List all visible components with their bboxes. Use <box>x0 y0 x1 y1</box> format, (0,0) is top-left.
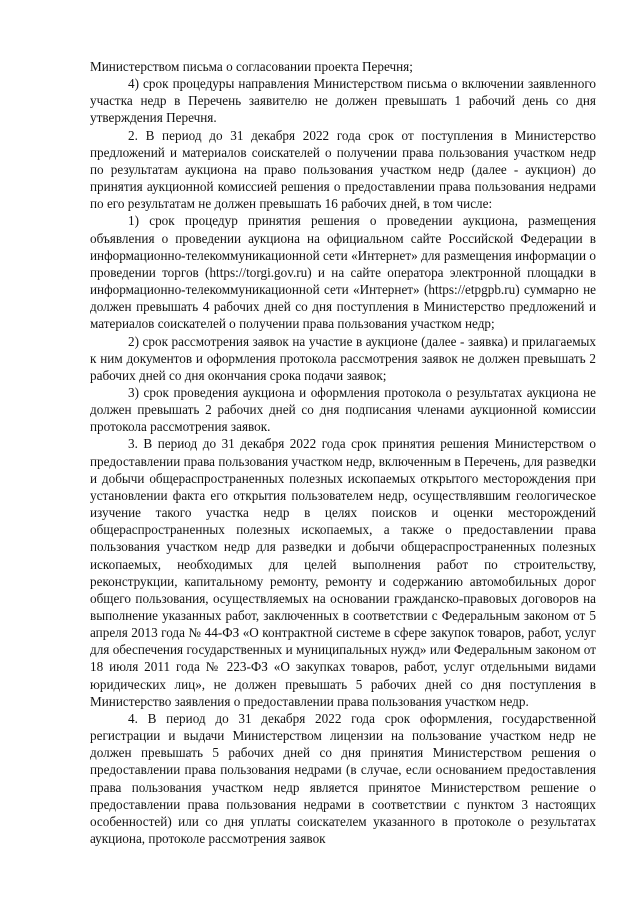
paragraph-section-2: 2. В период до 31 декабря 2022 года срок от поступления в Министерство предложений и материалов соискателей о получении права пользования участком недр по результатам аукциона на право пользования участком недр (далее - аукцион) до принятия аукционной комиссией решения о предоставлении права пользования недрами по его результатам не должен превышать 16 рабочих дней, в том числе: <box>90 127 596 212</box>
paragraph-item-3: 3) срок проведения аукциона и оформления протокола о результатах аукциона не должен превышать 2 рабочих дней со дня подписания членами аукционной комиссии протокола рассмотрения заявок. <box>90 384 596 435</box>
paragraph-item-4: 4) срок процедуры направления Министерством письма о включении заявленного участка недр в Перечень заявителю не должен превышать 1 рабочий день со дня утверждения Перечня. <box>90 76 596 126</box>
paragraph-item-2: 2) срок рассмотрения заявок на участие в аукционе (далее - заявка) и прилагаемых к ним документов и оформления протокола рассмотрения заявок не должен превышать 2 рабочих дней со дня окончания срока подачи заявок; <box>90 333 596 383</box>
paragraph-item-1: 1) срок процедур принятия решения о проведении аукциона, размещения объявления о проведении аукциона на официальном сайте Российской Федерации в информационно-телекоммуникационной сети «Интернет» для размещения информации о проведении торгов (https://torgi.gov.ru) и на сайте оператора электронной площадки в информационно-телекоммуникационной сети «Интернет» (https://etpgpb.ru) суммарно не должен превышать 4 рабочих дней со дня поступления в Министерство предложений и материалов соискателей о получении права пользования участком недр; <box>90 213 596 332</box>
paragraph-section-3: 3. В период до 31 декабря 2022 года срок принятия решения Министерством о предоставлении права пользования участком недр, включенным в Перечень, для разведки и добычи общераспространенных полезных ископаемых открытого месторождения при установлении факта его открытия пользователем недр, осуществлявшим геологическое изучение такого участка недр в целях поисков и оценки месторождений общераспространенных полезных ископаемых, а также о предоставлении права пользования участком недр для разведки и добычи общераспространенных полезных ископаемых, необходимых для целей выполнения работ по строительству, реконструкции, капитальному ремонту, ремонту и содержанию автомобильных дорог общего пользования, осуществляемых на основании гражданско-правовых договоров на выполнение указанных работ, заключенных в соответствии с Федеральным законом от 5 апреля 2013 года № 44-ФЗ «О контрактной системе в сфере закупок товаров, работ, услуг для обеспечения государственных и муниципальных нужд» или Федеральным законом от 18 июля 2011 года № 223-ФЗ «О закупках товаров, работ, услуг отдельными видами юридических лиц», не должен превышать 5 рабочих дней со дня поступления в Министерство заявления о предоставлении права пользования участком недр. <box>90 436 596 709</box>
paragraph-continuation: Министерством письма о согласовании проекта Перечня; <box>90 59 413 74</box>
document-body <box>90 58 596 847</box>
paragraph-section-4: 4. В период до 31 декабря 2022 года срок оформления, государственной регистрации и выдачи Министерством лицензии на пользование участком недр не должен превышать 5 рабочих дней со дня принятия Министерством решения о предоставлении права пользования недрами (в случае, если основанием предоставления права пользования участком недр является принятое Министерством решение о предоставлении права пользования недрами в соответствии с пунктом 3 настоящих особенностей) или со дня уплаты соискателем указанного в протоколе о результатах аукциона, протоколе рассмотрения заявок <box>90 710 596 847</box>
